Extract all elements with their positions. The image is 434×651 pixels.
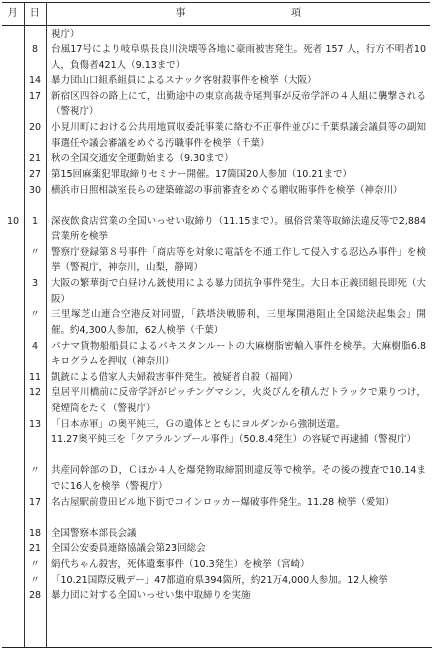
row-event-text: 「日本赤軍」の奥平純三，Ｇの遺体とともにヨルダンから強制送還。: [51, 418, 346, 430]
row-event-text: 第15回麻薬犯罪取締りセミナー開催。17箇国20人参加（10.21まで）: [51, 168, 352, 180]
row-event-text: 共産同幹部のＤ，Ｃほか４人を爆発物取締罰則違反等で検挙。その後の捜査で10.14までに16人を検挙（警視庁）: [51, 465, 426, 492]
row-day: 17: [28, 496, 42, 508]
row-day: 〃: [30, 309, 40, 321]
row-day: 12: [28, 387, 42, 399]
row-day: 18: [28, 527, 42, 539]
table-row: [2, 183, 432, 214]
table-row: [2, 151, 432, 167]
row-day: 21: [28, 543, 42, 555]
table-row: [2, 42, 432, 73]
table-row: [2, 463, 432, 494]
table-row: [2, 573, 432, 589]
row-event-text: 絹代ちゃん殺害，死体遺棄事件（10.3発生）を検挙（宮崎）: [51, 558, 310, 570]
header-event: 事 項: [175, 8, 302, 19]
row-event-text: パナマ貨物船船員によるパキスタンルートの大麻樹脂密輸入事件を検挙。大麻樹脂6.8キログラムを押収（神奈川）: [51, 340, 426, 368]
row-day: 3: [31, 278, 39, 290]
table-row: [2, 89, 432, 120]
row-day: 28: [28, 590, 42, 602]
table-row: [2, 370, 432, 386]
header-day: 日: [29, 8, 41, 19]
row-event-text: 警察庁登録第８号事件「商店等を対象に電話を不通工作して侵入する忍込み事件」を検挙（警視庁，神奈川，山梨，静岡）: [51, 246, 426, 274]
row-event-text: 大阪の繁華街で白昼けん銃使用による暴力団抗争事件発生。大日本正義団組長即死（大阪）: [51, 278, 426, 305]
row-event-text: 暴力団山口組系組員によるスナック客射殺事件を検挙（大阪）: [51, 75, 317, 87]
row-event-text: 台風17号により岐阜県長良川決壊等各地に豪雨被害発生。死者 157 人，行方不明者10人，負傷者421人（9.13まで）: [51, 44, 426, 71]
table-row: [2, 339, 432, 370]
row-event-text: 全国警察本部長会議: [51, 527, 137, 539]
table-row: [2, 385, 432, 416]
row-event-text: 横浜市日照相談室長らの建築確認の事前審査をめぐる贈収賄事件を検挙（神奈川）: [51, 184, 403, 196]
table-row: [2, 495, 432, 526]
row-day: 〃: [30, 558, 40, 570]
row-day: 20: [28, 122, 42, 134]
row-day: 〃: [30, 574, 40, 586]
row-event-text: 小見川町における公共用地買収委託事業に絡む不正事件並びに千葉県議会議員等の副知事選任や議会審議をめぐる汚職事件を検挙（千葉）: [51, 122, 426, 149]
row-day: 21: [28, 153, 42, 165]
row-day: 13: [28, 418, 42, 430]
table-row: [2, 526, 432, 542]
row-event-text: 暴力団に対する全国いっせい集中取締りを実施: [51, 590, 251, 602]
table-row: [2, 557, 432, 573]
row-event-text: 皇居平川橋前に反帝学評がピッチングマシン，火炎びんを積んだトラックで乗りつけ，発煙筒をたく（警視庁）: [51, 387, 426, 414]
row-event-text: 名古屋駅前豊田ビル地下街でコインロッカー爆破事件発生。11.28 検挙（愛知）: [51, 496, 395, 508]
table-row: [2, 214, 432, 245]
row-day: 1: [31, 215, 39, 227]
row-event-text: 11.27奥平純三を「クアラルンプール事件」（50.8.4発生）の容疑で再逮捕（警視庁）: [51, 434, 417, 446]
row-day: 4: [31, 340, 39, 352]
row-day: 〃: [30, 246, 40, 258]
row-day: 11: [28, 371, 42, 383]
row-event-text: 新宿区四谷の路上にて，出勤途中の東京高裁寺尾判事が反帝学評の４人組に襲撃される（警視庁）: [51, 90, 426, 118]
table-row: [2, 27, 432, 43]
table-row: [2, 120, 432, 151]
row-event-text: 秋の全国交通安全運動始まる（9.30まで）: [51, 153, 234, 165]
table-row: [2, 245, 432, 276]
table-header: [2, 2, 430, 26]
row-month: 10: [6, 215, 20, 227]
row-event-text: 深夜飲食店営業の全国いっせい取締り（11.15まで）。風俗営業等取締法違反等で2,884営業所を検挙: [51, 215, 426, 243]
table-row: [2, 167, 432, 183]
row-day: 27: [28, 168, 42, 180]
row-event-text: 凱銃による借家人夫婦殺害事件発生。被疑者自殺（福岡）: [51, 371, 299, 383]
row-day: 〃: [30, 465, 40, 477]
row-day: 30: [28, 184, 42, 196]
header-month: 月: [7, 8, 19, 19]
table-row: [2, 588, 432, 604]
table-bottom-rule: [2, 647, 432, 648]
row-event-text: 三里塚芝山連合空港反対同盟，「鉄塔決戦勝利，三里塚開港阻止全国総決起集会」開催。約4,300人参加，62人検挙（千葉）: [51, 309, 426, 336]
row-day: 17: [28, 90, 42, 102]
chronology-table: [2, 2, 432, 648]
table-row: [2, 276, 432, 307]
table-row: [2, 432, 432, 463]
row-day: 8: [31, 44, 39, 56]
table-row: [2, 541, 432, 557]
row-event-text: 全国公安委員連絡協議会第23回総会: [51, 543, 206, 555]
row-event-text: 「10.21国際反戦デー」47都道府県394箇所，約21万4,000人参加。12人検挙: [51, 574, 388, 586]
table-row: [2, 307, 432, 338]
table-row: [2, 417, 432, 433]
table-row: [2, 73, 432, 89]
row-day: 14: [28, 75, 42, 87]
row-event-text: 視庁）: [51, 28, 80, 40]
